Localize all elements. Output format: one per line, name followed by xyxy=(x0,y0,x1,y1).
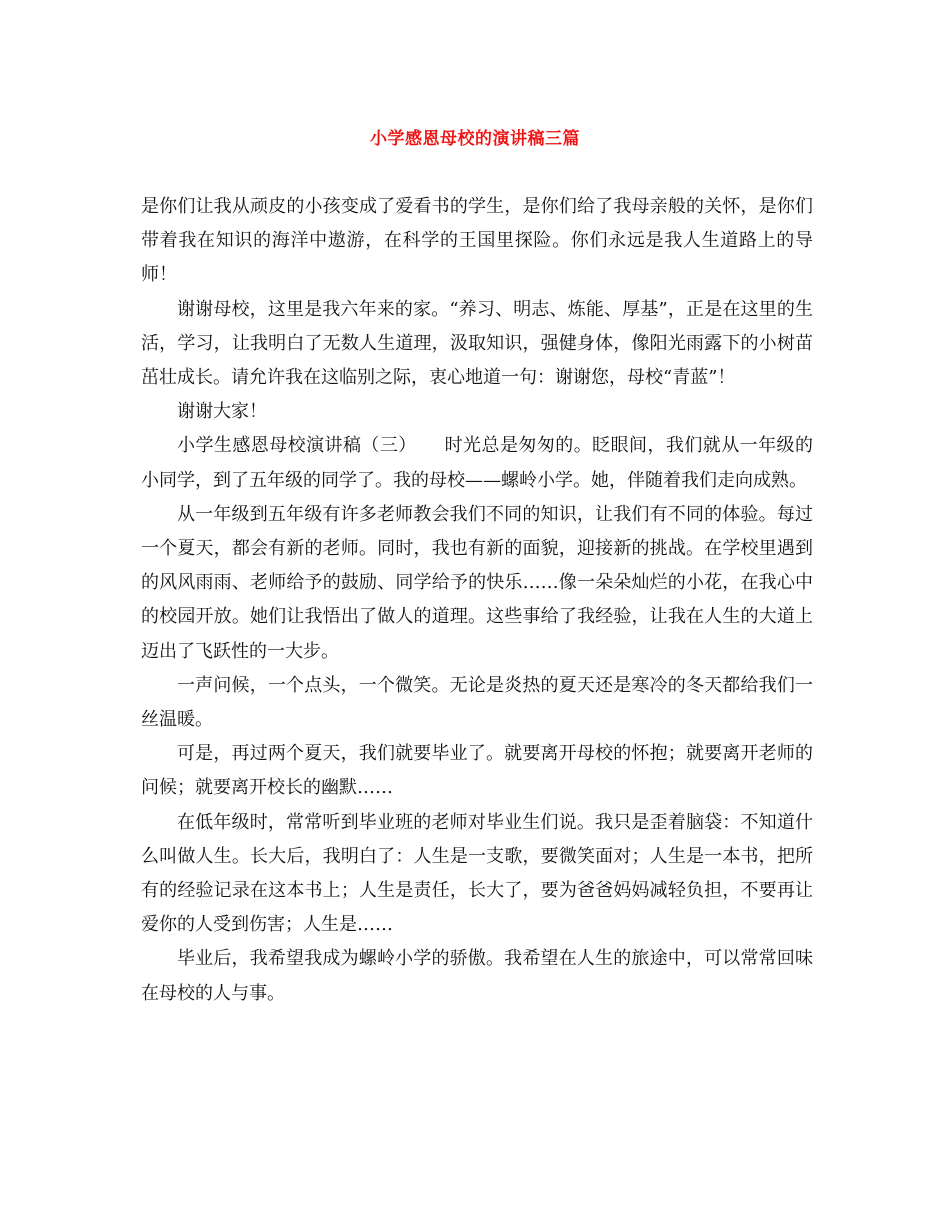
paragraph: 可是，再过两个夏天，我们就要毕业了。就要离开母校的怀抱；就要离开老师的问候；就要离开校长的幽默…… xyxy=(141,743,813,799)
page-title: 小学感恩母校的演讲稿三篇 xyxy=(370,129,580,149)
paragraph: 谢谢母校，这里是我六年来的家。“养习、明志、炼能、厚基”，正是在这里的生活，学习，让我明白了无数人生道理，汲取知识，强健身体，像阳光雨露下的小树苗茁壮成长。请允许我在这临别之际，衷心地道一句：谢谢您，母校“青蓝”！ xyxy=(141,298,813,389)
paragraph: 毕业后，我希望我成为螺岭小学的骄傲。我希望在人生的旅途中，可以常常回味在母校的人与事。 xyxy=(141,948,813,1004)
paragraph: 从一年级到五年级有许多老师教会我们不同的知识，让我们有不同的体验。每过一个夏天，都会有新的老师。同时，我也有新的面貌，迎接新的挑战。在学校里遇到的风风雨雨、老师给予的鼓励、同学给予的快乐……像一朵朵灿烂的小花，在我心中的校园开放。她们让我悟出了做人的道理。这些事给了我经验，让我在人生的大道上迈出了飞跃性的一大步。 xyxy=(141,503,813,662)
paragraph: 小学生感恩母校演讲稿（三） 时光总是匆匆的。眨眼间，我们就从一年级的小同学，到了五年级的同学了。我的母校——螺岭小学。她，伴随着我们走向成熟。 xyxy=(141,435,813,491)
body-text xyxy=(141,190,813,1011)
paragraph: 在低年级时，常常听到毕业班的老师对毕业生们说。我只是歪着脑袋：不知道什么叫做人生。长大后，我明白了：人生是一支歌，要微笑面对；人生是一本书，把所有的经验记录在这本书上；人生是责任，长大了，要为爸爸妈妈减轻负担，不要再让爱你的人受到伤害；人生是…… xyxy=(141,811,813,936)
paragraph: 是你们让我从顽皮的小孩变成了爱看书的学生，是你们给了我母亲般的关怀，是你们带着我在知识的海洋中遨游，在科学的王国里探险。你们永远是我人生道路上的导师！ xyxy=(141,196,813,286)
paragraph: 一声问候，一个点头，一个微笑。无论是炎热的夏天还是寒冷的冬天都给我们一丝温暖。 xyxy=(141,674,813,731)
paragraph: 谢谢大家！ xyxy=(177,401,267,423)
